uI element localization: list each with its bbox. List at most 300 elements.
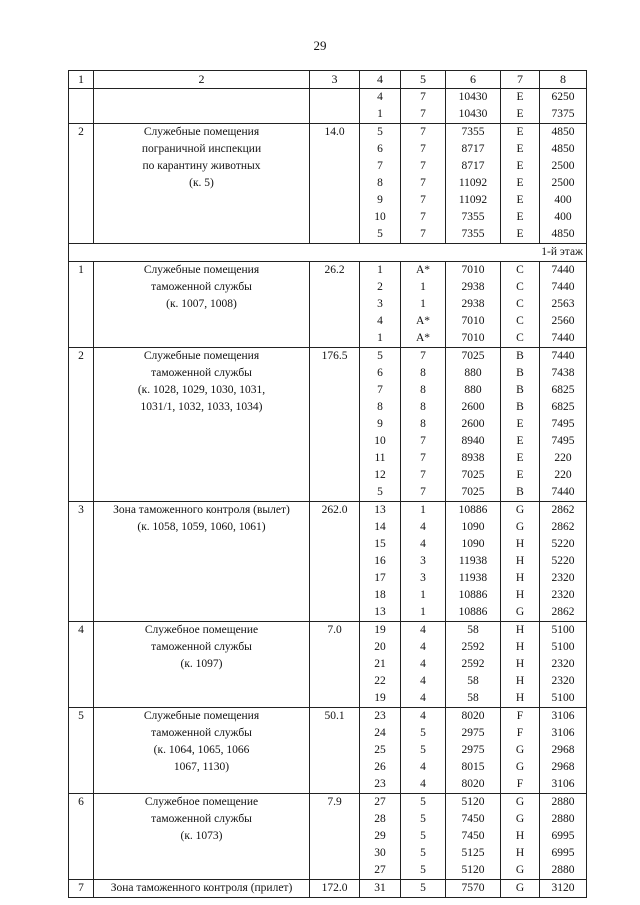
col-6-value: 7025: [461, 350, 485, 362]
col-7-letter: G: [515, 744, 525, 756]
table-row: [69, 124, 587, 244]
col-8-value: 5100: [551, 624, 575, 636]
col-7-letter-cell: [501, 880, 540, 898]
col-6-value: 7010: [461, 332, 485, 344]
col-6-value: 10430: [458, 108, 488, 120]
point-number: 14: [374, 521, 386, 533]
col-6-value: 58: [467, 692, 479, 704]
col-7-letter: E: [516, 194, 524, 206]
col-8-value: 2862: [551, 521, 575, 533]
col-6-value: 2938: [461, 281, 485, 293]
col-7-letter: C: [516, 298, 524, 310]
point-number-cell: [360, 89, 401, 124]
col-5-value: 1: [420, 281, 426, 293]
col-5-value: 4: [420, 761, 426, 773]
table-row: [69, 708, 587, 794]
point-number: 25: [374, 744, 386, 756]
col-5-value: 5: [420, 813, 426, 825]
col-6-value-cell: [446, 708, 501, 794]
col-8-value: 2560: [551, 315, 575, 327]
col-6-value: 11938: [458, 572, 488, 584]
col-5-value: 7: [420, 108, 426, 120]
point-number: 1: [377, 264, 383, 276]
col-6-value: 58: [467, 675, 479, 687]
table-row: [69, 89, 587, 124]
col-6-value: 1090: [461, 538, 485, 550]
col-7-letter: B: [516, 350, 524, 362]
col-5-value: 5: [420, 864, 426, 876]
description-line: (к. 1097): [180, 658, 223, 670]
room-description: [94, 262, 310, 348]
description-line: таможенной службы: [151, 367, 252, 379]
col-8-value: 2563: [551, 298, 575, 310]
col-8-value: 7495: [551, 435, 575, 447]
col-6-value: 7025: [461, 486, 485, 498]
header-col-7: 7: [501, 71, 540, 89]
point-number-cell: [360, 124, 401, 244]
point-number: 4: [377, 315, 383, 327]
col-7-letter: E: [516, 126, 524, 138]
col-7-letter: E: [516, 211, 524, 223]
point-number-cell: [360, 708, 401, 794]
point-number: 11: [374, 452, 386, 464]
col-7-letter: B: [516, 367, 524, 379]
col-8-value: 7440: [551, 264, 575, 276]
col-6-value: 11938: [458, 555, 488, 567]
col-5-value: 7: [420, 194, 426, 206]
point-number: 29: [374, 830, 386, 842]
col-6-value: 8717: [461, 160, 485, 172]
description-line: Зона таможенного контроля (вылет): [113, 504, 290, 516]
point-number: 8: [377, 401, 383, 413]
col-7-letter: E: [516, 91, 524, 103]
col-5-value: 7: [420, 91, 426, 103]
description-line: таможенной службы: [151, 727, 252, 739]
col-6-value: 10886: [458, 504, 488, 516]
col-7-letter: C: [516, 281, 524, 293]
col-5-value: 7: [420, 160, 426, 172]
col-6-value: 2975: [461, 744, 485, 756]
point-number: 15: [374, 538, 386, 550]
col-8-value: 2500: [551, 177, 575, 189]
col-8-value: 400: [554, 194, 572, 206]
description-line: Служебные помещения: [143, 126, 260, 138]
point-number: 7: [377, 384, 383, 396]
col-6-value: 8015: [461, 761, 485, 773]
col-8-value: 2320: [551, 675, 575, 687]
col-6-value: 58: [467, 624, 479, 636]
col-5-value-cell: [401, 708, 446, 794]
col-6-value: 11092: [458, 194, 488, 206]
col-6-value: 8717: [461, 143, 485, 155]
col-5-value: 3: [420, 572, 426, 584]
col-8-value: 220: [554, 469, 572, 481]
row-number: 4: [69, 622, 94, 708]
point-number: 27: [374, 796, 386, 808]
description-line: Служебные помещения: [143, 350, 260, 362]
col-5-value: 7: [420, 228, 426, 240]
col-7-letter: E: [516, 143, 524, 155]
col-5-value: 1: [420, 606, 426, 618]
point-number-cell: [360, 794, 401, 880]
point-number: 23: [374, 778, 386, 790]
row-number: 2: [69, 124, 94, 244]
row-number: 2: [69, 348, 94, 502]
col-6-value: 7450: [461, 830, 485, 842]
col-8-value: 4850: [551, 143, 575, 155]
col-7-letter: H: [515, 624, 525, 636]
description-line: (к. 1064, 1065, 1066: [153, 744, 250, 756]
col-8-value: 2500: [551, 160, 575, 172]
col-7-letter-cell: [501, 348, 540, 502]
room-area: 50.1: [310, 708, 360, 794]
col-8-value: 7440: [551, 332, 575, 344]
point-number: 10: [374, 211, 386, 223]
col-7-letter: H: [515, 675, 525, 687]
col-5-value: 4: [420, 521, 426, 533]
col-7-letter-cell: [501, 262, 540, 348]
col-8-value: 400: [554, 211, 572, 223]
col-6-value-cell: [446, 124, 501, 244]
description-line: таможенной службы: [151, 641, 252, 653]
point-number: 1: [377, 108, 383, 120]
col-8-value: 2320: [551, 572, 575, 584]
description-line: Зона таможенного контроля (прилет): [110, 882, 293, 894]
col-8-value-cell: [540, 502, 587, 622]
table-row: [69, 502, 587, 622]
point-number: 30: [374, 847, 386, 859]
table-row: [69, 262, 587, 348]
col-5-value: 4: [420, 658, 426, 670]
col-5-value: 8: [420, 418, 426, 430]
col-8-value: 7375: [551, 108, 575, 120]
point-number: 27: [374, 864, 386, 876]
point-number: 5: [377, 126, 383, 138]
header-col-6: 6: [446, 71, 501, 89]
description-line: Служебные помещения: [143, 710, 260, 722]
col-7-letter: C: [516, 332, 524, 344]
point-number: 7: [377, 160, 383, 172]
col-5-value: 3: [420, 555, 426, 567]
point-number: 5: [377, 486, 383, 498]
col-7-letter: C: [516, 264, 524, 276]
row-number: 5: [69, 708, 94, 794]
col-7-letter: G: [515, 761, 525, 773]
col-6-value-cell: [446, 348, 501, 502]
row-number: 1: [69, 262, 94, 348]
col-6-value-cell: [446, 502, 501, 622]
col-8-value: 3106: [551, 727, 575, 739]
col-8-value: 7440: [551, 281, 575, 293]
col-8-value: 2968: [551, 744, 575, 756]
col-6-value: 5120: [461, 796, 485, 808]
point-number: 13: [374, 504, 386, 516]
header-col-4: 4: [360, 71, 401, 89]
col-5-value-cell: [401, 880, 446, 898]
col-8-value: 5220: [551, 555, 575, 567]
col-6-value: 2592: [461, 658, 485, 670]
description-line: (к. 1007, 1008): [166, 298, 237, 310]
floor-divider: [69, 244, 587, 262]
col-5-value: 4: [420, 538, 426, 550]
col-5-value: 7: [420, 350, 426, 362]
col-8-value-cell: [540, 124, 587, 244]
room-area: [310, 89, 360, 124]
col-5-value: 1: [420, 298, 426, 310]
floor-label-row: [69, 244, 587, 262]
col-8-value: 2968: [551, 761, 575, 773]
col-6-value: 7010: [461, 315, 485, 327]
col-7-letter: G: [515, 864, 525, 876]
col-8-value-cell: [540, 880, 587, 898]
col-5-value: 1: [420, 589, 426, 601]
table-row: [69, 794, 587, 880]
col-6-value: 2975: [461, 727, 485, 739]
room-description: [94, 348, 310, 502]
point-number-cell: [360, 262, 401, 348]
description-line: (к. 1073): [180, 830, 223, 842]
table-body-top: [69, 89, 587, 244]
page-number: 29: [313, 38, 327, 53]
description-line: Служебное помещение: [144, 796, 259, 808]
description-line: (к. 1058, 1059, 1060, 1061): [137, 521, 266, 533]
col-5-value: 7: [420, 143, 426, 155]
col-5-value: 1: [420, 504, 426, 516]
col-6-value: 10886: [458, 589, 488, 601]
room-description: [94, 794, 310, 880]
col-5-value-cell: [401, 89, 446, 124]
point-number: 4: [377, 91, 383, 103]
point-number: 12: [374, 469, 386, 481]
description-line: (к. 1028, 1029, 1030, 1031,: [137, 384, 266, 396]
point-number: 2: [377, 281, 383, 293]
col-7-letter: C: [516, 315, 524, 327]
col-7-letter: E: [516, 435, 524, 447]
col-5-value: 4: [420, 710, 426, 722]
point-number-cell: [360, 622, 401, 708]
col-5-value: 4: [420, 778, 426, 790]
col-6-value: 7355: [461, 126, 485, 138]
col-5-value: 7: [420, 211, 426, 223]
point-number: 9: [377, 418, 383, 430]
point-number: 5: [377, 350, 383, 362]
col-7-letter: F: [516, 727, 524, 739]
point-number-cell: [360, 880, 401, 898]
header-col-3: 3: [310, 71, 360, 89]
col-8-value: 5100: [551, 641, 575, 653]
col-5-value-cell: [401, 502, 446, 622]
point-number: 28: [374, 813, 386, 825]
col-5-value: 5: [420, 796, 426, 808]
room-area: 7.9: [310, 794, 360, 880]
col-5-value: 5: [420, 727, 426, 739]
col-7-letter: E: [516, 177, 524, 189]
col-8-value: 3106: [551, 778, 575, 790]
header-col-8: 8: [540, 71, 587, 89]
col-6-value: 2938: [461, 298, 485, 310]
col-7-letter: G: [515, 796, 525, 808]
col-5-value-cell: [401, 262, 446, 348]
col-8-value: 6250: [551, 91, 575, 103]
col-7-letter: H: [515, 538, 525, 550]
point-number: 22: [374, 675, 386, 687]
col-8-value: 6825: [551, 384, 575, 396]
col-8-value: 2320: [551, 658, 575, 670]
description-line: пограничной инспекции: [141, 143, 262, 155]
point-number: 6: [377, 143, 383, 155]
col-5-value: 7: [420, 486, 426, 498]
col-7-letter: G: [515, 813, 525, 825]
header-col-5: 5: [401, 71, 446, 89]
col-5-value: 8: [420, 401, 426, 413]
point-number: 9: [377, 194, 383, 206]
point-number-cell: [360, 348, 401, 502]
table-row: [69, 622, 587, 708]
col-5-value: 5: [420, 744, 426, 756]
col-8-value-cell: [540, 622, 587, 708]
point-number: 1: [377, 332, 383, 344]
header-col-1: 1: [69, 71, 94, 89]
col-6-value: 5120: [461, 864, 485, 876]
col-7-letter: G: [515, 504, 525, 516]
room-area: 7.0: [310, 622, 360, 708]
col-7-letter: H: [515, 641, 525, 653]
col-8-value: 3106: [551, 710, 575, 722]
description-line: 1067, 1130): [173, 761, 230, 773]
col-8-value: 6995: [551, 830, 575, 842]
col-6-value: 7450: [461, 813, 485, 825]
col-6-value: 7355: [461, 228, 485, 240]
description-line: по карантину животных: [142, 160, 261, 172]
col-7-letter: B: [516, 486, 524, 498]
row-number: [69, 89, 94, 124]
point-number: 16: [374, 555, 386, 567]
col-8-value: 4850: [551, 126, 575, 138]
col-6-value-cell: [446, 89, 501, 124]
col-8-value: 2880: [551, 864, 575, 876]
col-5-value-cell: [401, 124, 446, 244]
col-7-letter-cell: [501, 89, 540, 124]
col-6-value: 7010: [461, 264, 485, 276]
table-row: [69, 348, 587, 502]
col-7-letter: E: [516, 418, 524, 430]
col-7-letter: H: [515, 572, 525, 584]
col-7-letter-cell: [501, 708, 540, 794]
point-number: 3: [377, 298, 383, 310]
col-7-letter: G: [515, 882, 525, 894]
col-8-value-cell: [540, 794, 587, 880]
col-7-letter: E: [516, 108, 524, 120]
col-8-value: 7438: [551, 367, 575, 379]
col-6-value: 2600: [461, 401, 485, 413]
point-number: 17: [374, 572, 386, 584]
col-8-value: 220: [554, 452, 572, 464]
col-8-value: 6995: [551, 847, 575, 859]
col-6-value: 11092: [458, 177, 488, 189]
point-number: 8: [377, 177, 383, 189]
col-6-value: 8020: [461, 710, 485, 722]
point-number: 18: [374, 589, 386, 601]
col-8-value: 5220: [551, 538, 575, 550]
col-7-letter: E: [516, 160, 524, 172]
col-5-value: 8: [420, 367, 426, 379]
point-number: 6: [377, 367, 383, 379]
point-number: 10: [374, 435, 386, 447]
col-5-value: 4: [420, 641, 426, 653]
col-8-value: 2862: [551, 606, 575, 618]
point-number: 31: [374, 882, 386, 894]
col-7-letter: H: [515, 555, 525, 567]
col-8-value: 7440: [551, 350, 575, 362]
coordinates-table: [68, 70, 587, 898]
col-5-value: 7: [420, 469, 426, 481]
col-6-value-cell: [446, 622, 501, 708]
point-number: 23: [374, 710, 386, 722]
point-number: 19: [374, 624, 386, 636]
col-7-letter-cell: [501, 124, 540, 244]
description-line: таможенной службы: [151, 281, 252, 293]
room-area: 176.5: [310, 348, 360, 502]
col-6-value-cell: [446, 880, 501, 898]
col-7-letter: G: [515, 606, 525, 618]
col-7-letter: B: [516, 384, 524, 396]
col-8-value: 5100: [551, 692, 575, 704]
point-number-cell: [360, 502, 401, 622]
col-8-value-cell: [540, 262, 587, 348]
col-5-value: 4: [420, 692, 426, 704]
col-8-value: 2880: [551, 796, 575, 808]
col-5-value-cell: [401, 622, 446, 708]
room-area: 14.0: [310, 124, 360, 244]
col-6-value: 10886: [458, 606, 488, 618]
col-8-value: 3120: [551, 882, 575, 894]
description-line: Служебное помещение: [144, 624, 259, 636]
col-7-letter-cell: [501, 622, 540, 708]
col-7-letter: E: [516, 469, 524, 481]
col-6-value: 7355: [461, 211, 485, 223]
col-6-value-cell: [446, 794, 501, 880]
col-6-value: 10430: [458, 91, 488, 103]
col-7-letter: F: [516, 710, 524, 722]
col-6-value: 8020: [461, 778, 485, 790]
col-5-value: 5: [420, 830, 426, 842]
col-7-letter: E: [516, 452, 524, 464]
col-6-value: 880: [464, 367, 482, 379]
room-description: [94, 880, 310, 898]
col-8-value: 2320: [551, 589, 575, 601]
room-description: [94, 622, 310, 708]
col-8-value: 2862: [551, 504, 575, 516]
col-8-value: 7440: [551, 486, 575, 498]
room-description: [94, 502, 310, 622]
room-description: [94, 124, 310, 244]
col-8-value-cell: [540, 708, 587, 794]
col-7-letter-cell: [501, 794, 540, 880]
col-6-value: 2592: [461, 641, 485, 653]
col-6-value: 8938: [461, 452, 485, 464]
col-5-value-cell: [401, 348, 446, 502]
table-row: [69, 880, 587, 898]
room-area: 262.0: [310, 502, 360, 622]
col-5-value-cell: [401, 794, 446, 880]
row-number: 7: [69, 880, 94, 898]
room-area: 26.2: [310, 262, 360, 348]
row-number: 3: [69, 502, 94, 622]
point-number: 21: [374, 658, 386, 670]
col-6-value: 880: [464, 384, 482, 396]
col-6-value: 7025: [461, 469, 485, 481]
col-5-value: 7: [420, 435, 426, 447]
